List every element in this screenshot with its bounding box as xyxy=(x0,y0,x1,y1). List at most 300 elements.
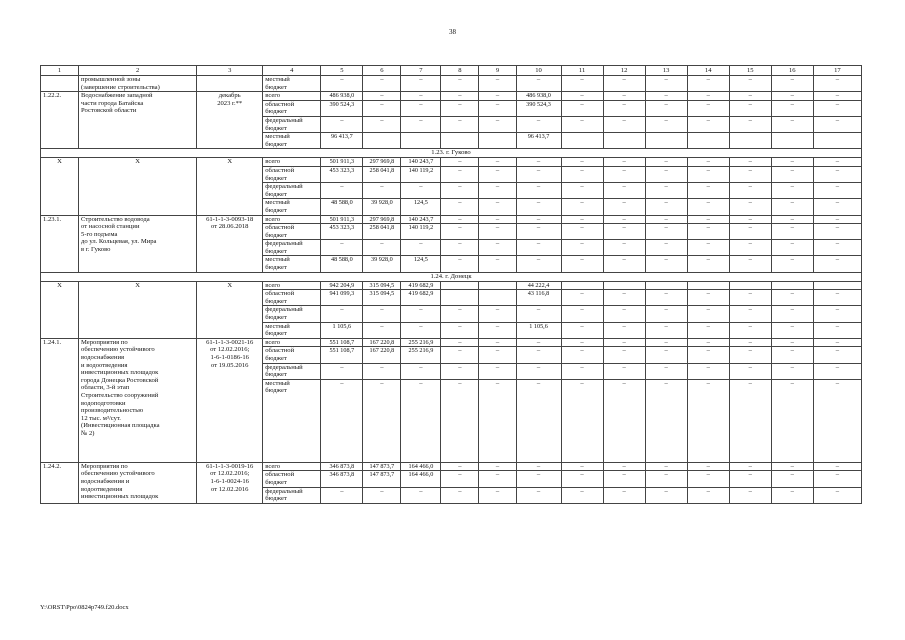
table-cell: – xyxy=(479,347,516,363)
table-cell: – xyxy=(479,487,516,503)
table-cell: – xyxy=(771,199,813,215)
table-cell: промышленной зоны (завершение строительства) xyxy=(79,76,197,92)
table-cell: – xyxy=(603,347,645,363)
table-cell: – xyxy=(813,158,861,167)
table-cell xyxy=(479,133,516,149)
table-cell: 96 413,7 xyxy=(321,133,363,149)
table-cell: – xyxy=(441,224,479,240)
table-cell: областной бюджет xyxy=(263,166,321,182)
table-cell: – xyxy=(729,240,771,256)
table-cell: – xyxy=(645,347,687,363)
column-number-row xyxy=(41,66,862,76)
table-row xyxy=(41,338,862,347)
table-cell: – xyxy=(729,158,771,167)
table-cell: – xyxy=(687,322,729,338)
column-number-cell: 10 xyxy=(516,66,561,76)
table-cell: – xyxy=(441,347,479,363)
table-cell: – xyxy=(813,306,861,322)
table-cell xyxy=(603,133,645,149)
table-cell: – xyxy=(603,379,645,462)
table-cell: – xyxy=(771,290,813,306)
table-cell: – xyxy=(603,240,645,256)
table-cell: – xyxy=(687,158,729,167)
table-cell: – xyxy=(321,76,363,92)
table-cell: – xyxy=(479,92,516,101)
table-cell: – xyxy=(645,224,687,240)
table-cell: – xyxy=(813,322,861,338)
table-cell: – xyxy=(321,487,363,503)
table-cell: – xyxy=(401,487,441,503)
table-cell: – xyxy=(321,116,363,132)
table-cell: 453 323,3 xyxy=(321,224,363,240)
table-body xyxy=(41,66,862,504)
table-cell: – xyxy=(363,100,401,116)
table-cell: – xyxy=(516,256,561,272)
table-cell: – xyxy=(687,199,729,215)
table-row xyxy=(41,92,862,101)
table-cell: 48 588,0 xyxy=(321,199,363,215)
table-cell: – xyxy=(561,100,603,116)
table-cell: федеральный бюджет xyxy=(263,116,321,132)
table-cell: – xyxy=(479,306,516,322)
table-cell: 486 938,0 xyxy=(516,92,561,101)
section-title: 1.23. г. Гуково xyxy=(41,149,862,158)
table-row xyxy=(41,281,862,290)
table-cell: – xyxy=(561,306,603,322)
table-cell: – xyxy=(687,76,729,92)
table-cell xyxy=(441,290,479,306)
column-number-cell: 3 xyxy=(197,66,263,76)
table-cell: – xyxy=(687,462,729,471)
table-cell: декабрь 2023 г.** xyxy=(197,92,263,149)
table-cell: – xyxy=(687,256,729,272)
table-cell: – xyxy=(771,256,813,272)
column-number-cell: 13 xyxy=(645,66,687,76)
table-cell: – xyxy=(401,363,441,379)
table-cell: – xyxy=(441,158,479,167)
table-cell: – xyxy=(603,166,645,182)
table-cell: – xyxy=(771,379,813,462)
table-cell: – xyxy=(363,240,401,256)
table-cell: – xyxy=(645,215,687,224)
table-cell: – xyxy=(561,240,603,256)
table-cell: – xyxy=(771,224,813,240)
table-cell: – xyxy=(729,363,771,379)
table-cell: 44 222,4 xyxy=(516,281,561,290)
table-cell: – xyxy=(729,256,771,272)
table-cell: – xyxy=(729,471,771,487)
table-cell: – xyxy=(645,256,687,272)
table-cell: 346 873,8 xyxy=(321,471,363,487)
table-cell: – xyxy=(516,338,561,347)
table-cell: 501 911,3 xyxy=(321,158,363,167)
table-cell: – xyxy=(771,306,813,322)
table-cell: – xyxy=(813,338,861,347)
table-cell: – xyxy=(363,322,401,338)
table-cell: – xyxy=(603,224,645,240)
table-cell: – xyxy=(516,471,561,487)
column-number-cell: 6 xyxy=(363,66,401,76)
table-cell: Х xyxy=(197,158,263,215)
table-cell xyxy=(687,281,729,290)
table-cell: 1.22.2. xyxy=(41,92,79,149)
table-cell: – xyxy=(645,183,687,199)
table-cell: 39 928,0 xyxy=(363,199,401,215)
table-cell: – xyxy=(516,183,561,199)
table-cell: – xyxy=(321,379,363,462)
column-number-cell: 1 xyxy=(41,66,79,76)
table-cell: – xyxy=(645,322,687,338)
table-cell: – xyxy=(441,240,479,256)
table-cell: – xyxy=(603,363,645,379)
table-cell: – xyxy=(771,471,813,487)
table-cell: Водоснабжение западной части города Батайска Ростовской области xyxy=(79,92,197,149)
table-cell: областной бюджет xyxy=(263,100,321,116)
table-cell: 346 873,8 xyxy=(321,462,363,471)
table-cell: – xyxy=(729,76,771,92)
table-cell: – xyxy=(645,379,687,462)
table-cell: – xyxy=(479,166,516,182)
table-cell: – xyxy=(687,166,729,182)
section-title: 1.24. г. Донецк xyxy=(41,272,862,281)
table-row xyxy=(41,158,862,167)
table-cell: – xyxy=(321,363,363,379)
table-cell: – xyxy=(516,199,561,215)
table-cell: – xyxy=(729,379,771,462)
table-cell: – xyxy=(771,347,813,363)
table-cell: – xyxy=(479,471,516,487)
table-cell: – xyxy=(687,240,729,256)
table-cell xyxy=(479,281,516,290)
table-cell: – xyxy=(813,199,861,215)
table-cell: – xyxy=(441,116,479,132)
table-cell: – xyxy=(771,215,813,224)
table-cell: 941 099,3 xyxy=(321,290,363,306)
table-cell: Строительство водовода от насосной станции 5-го подъема до ул. Кольцевая, ул. Мира в г. Гуково xyxy=(79,215,197,272)
table-cell: – xyxy=(813,166,861,182)
table-cell: – xyxy=(401,76,441,92)
table-cell: – xyxy=(561,116,603,132)
table-cell: – xyxy=(363,306,401,322)
table-cell: – xyxy=(516,306,561,322)
table-cell: – xyxy=(645,462,687,471)
table-cell xyxy=(645,133,687,149)
table-cell: – xyxy=(479,76,516,92)
table-cell: 1.24.2. xyxy=(41,462,79,503)
table-cell: – xyxy=(479,215,516,224)
table-cell xyxy=(197,76,263,92)
table-cell: – xyxy=(645,240,687,256)
table-cell: – xyxy=(441,100,479,116)
table-cell: – xyxy=(687,338,729,347)
table-cell: – xyxy=(771,92,813,101)
section-header-row xyxy=(41,272,862,281)
table-cell: – xyxy=(401,100,441,116)
table-cell: – xyxy=(561,215,603,224)
table-cell: местный бюджет xyxy=(263,256,321,272)
table-cell: – xyxy=(516,76,561,92)
table-cell: – xyxy=(561,363,603,379)
table-cell: – xyxy=(561,471,603,487)
table-cell: – xyxy=(441,76,479,92)
table-cell: – xyxy=(321,240,363,256)
table-cell xyxy=(401,133,441,149)
table-cell: – xyxy=(603,338,645,347)
table-cell: – xyxy=(363,92,401,101)
table-cell: – xyxy=(516,215,561,224)
table-cell xyxy=(479,290,516,306)
table-cell: Х xyxy=(79,281,197,338)
table-cell: 297 969,8 xyxy=(363,215,401,224)
table-cell: – xyxy=(401,322,441,338)
table-cell: – xyxy=(771,338,813,347)
table-cell: 61-1-1-3-0093-18 от 28.06.2018 xyxy=(197,215,263,272)
table-cell: – xyxy=(729,487,771,503)
table-cell: 419 682,9 xyxy=(401,281,441,290)
table-cell: 390 524,3 xyxy=(321,100,363,116)
table-cell: – xyxy=(687,224,729,240)
table-cell: – xyxy=(603,306,645,322)
table-cell: – xyxy=(363,76,401,92)
table-cell: 501 911,3 xyxy=(321,215,363,224)
table-cell: 551 108,7 xyxy=(321,338,363,347)
table-cell: – xyxy=(363,363,401,379)
table-cell: – xyxy=(603,92,645,101)
table-cell: – xyxy=(687,116,729,132)
budget-table xyxy=(40,65,862,504)
table-cell: – xyxy=(813,240,861,256)
table-cell: – xyxy=(729,347,771,363)
table-cell: – xyxy=(729,183,771,199)
table-cell: 315 094,5 xyxy=(363,290,401,306)
column-number-cell: 8 xyxy=(441,66,479,76)
table-cell: – xyxy=(729,100,771,116)
table-cell: – xyxy=(561,158,603,167)
table-cell: – xyxy=(603,158,645,167)
table-cell: всего xyxy=(263,281,321,290)
table-row xyxy=(41,76,862,92)
column-number-cell: 14 xyxy=(687,66,729,76)
table-cell: местный бюджет xyxy=(263,322,321,338)
table-cell: 96 413,7 xyxy=(516,133,561,149)
table-cell: – xyxy=(441,215,479,224)
table-cell: – xyxy=(603,462,645,471)
table-cell: – xyxy=(687,347,729,363)
table-cell: – xyxy=(771,462,813,471)
table-cell: областной бюджет xyxy=(263,347,321,363)
table-cell: – xyxy=(813,487,861,503)
table-cell: – xyxy=(561,166,603,182)
table-cell xyxy=(561,133,603,149)
table-cell xyxy=(441,281,479,290)
table-cell: федеральный бюджет xyxy=(263,183,321,199)
table-row xyxy=(41,462,862,471)
table-cell xyxy=(441,133,479,149)
table-cell: 1 105,6 xyxy=(321,322,363,338)
table-cell: – xyxy=(687,379,729,462)
table-cell: – xyxy=(813,215,861,224)
table-cell: 419 682,9 xyxy=(401,290,441,306)
table-cell: – xyxy=(771,100,813,116)
table-cell: 297 969,8 xyxy=(363,158,401,167)
section-header-row xyxy=(41,149,862,158)
table-cell: 1.24.1. xyxy=(41,338,79,462)
table-cell: – xyxy=(729,338,771,347)
table-cell: – xyxy=(363,379,401,462)
table-cell: всего xyxy=(263,215,321,224)
table-cell: – xyxy=(729,306,771,322)
table-cell: 61-1-1-3-0021-16 от 12.02.2016; 1-6-1-0186-16 от 19.05.2016 xyxy=(197,338,263,462)
table-cell: – xyxy=(603,256,645,272)
table-cell: – xyxy=(561,487,603,503)
table-cell: – xyxy=(645,338,687,347)
table-cell: – xyxy=(729,462,771,471)
table-cell: – xyxy=(687,92,729,101)
table-cell: федеральный бюджет xyxy=(263,363,321,379)
table-cell: – xyxy=(771,487,813,503)
table-cell: – xyxy=(687,215,729,224)
table-cell: – xyxy=(687,306,729,322)
table-cell: 61-1-1-3-0019-16 от 12.02.2016; 1-6-1-0024-16 от 12.02.2016 xyxy=(197,462,263,503)
table-cell: 167 220,8 xyxy=(363,347,401,363)
table-cell: – xyxy=(603,100,645,116)
table-cell: 258 041,8 xyxy=(363,224,401,240)
page-number: 38 xyxy=(449,28,456,36)
table-cell: федеральный бюджет xyxy=(263,306,321,322)
table-cell: – xyxy=(687,487,729,503)
table-cell: 1.23.1. xyxy=(41,215,79,272)
table-cell: – xyxy=(603,215,645,224)
table-cell: – xyxy=(441,92,479,101)
table-cell: 164 466,0 xyxy=(401,462,441,471)
table-cell: – xyxy=(441,306,479,322)
table-cell xyxy=(687,133,729,149)
table-cell: – xyxy=(516,224,561,240)
table-cell xyxy=(363,133,401,149)
table-cell: Х xyxy=(197,281,263,338)
table-cell: – xyxy=(441,462,479,471)
table-cell: 140 119,2 xyxy=(401,166,441,182)
table-cell: – xyxy=(479,224,516,240)
table-cell: – xyxy=(479,199,516,215)
table-cell xyxy=(729,281,771,290)
table-row xyxy=(41,215,862,224)
table-cell: – xyxy=(813,290,861,306)
table-cell: 39 928,0 xyxy=(363,256,401,272)
table-cell: – xyxy=(687,290,729,306)
table-cell: 140 243,7 xyxy=(401,215,441,224)
table-cell: – xyxy=(363,487,401,503)
table-cell: – xyxy=(729,116,771,132)
table-cell: – xyxy=(561,224,603,240)
table-cell xyxy=(813,281,861,290)
table-cell: федеральный бюджет xyxy=(263,240,321,256)
table-cell: – xyxy=(645,487,687,503)
table-cell: – xyxy=(479,363,516,379)
table-cell: – xyxy=(561,256,603,272)
column-number-cell: 15 xyxy=(729,66,771,76)
table-cell: – xyxy=(813,92,861,101)
table-cell: – xyxy=(479,183,516,199)
table-cell: Х xyxy=(79,158,197,215)
table-cell xyxy=(771,133,813,149)
table-cell: – xyxy=(771,166,813,182)
column-number-cell: 7 xyxy=(401,66,441,76)
table-cell: – xyxy=(321,306,363,322)
table-cell: Х xyxy=(41,281,79,338)
table-cell: – xyxy=(771,76,813,92)
table-cell: – xyxy=(561,76,603,92)
table-cell: Х xyxy=(41,158,79,215)
table-cell: – xyxy=(603,116,645,132)
table-cell: всего xyxy=(263,158,321,167)
table-cell: местный бюджет xyxy=(263,379,321,462)
table-cell: – xyxy=(813,76,861,92)
table-cell: – xyxy=(401,379,441,462)
table-cell: – xyxy=(561,199,603,215)
table-cell: – xyxy=(729,322,771,338)
table-cell: 164 466,0 xyxy=(401,471,441,487)
table-cell: – xyxy=(645,306,687,322)
table-cell: – xyxy=(363,183,401,199)
table-cell: – xyxy=(479,116,516,132)
table-cell: 124,5 xyxy=(401,256,441,272)
table-cell: – xyxy=(401,306,441,322)
table-cell: – xyxy=(645,158,687,167)
table-cell xyxy=(41,76,79,92)
table-cell: Мероприятия по обеспечению устойчивого водоснабжения и водоотведения инвестиционных площадок города Донецка Ростовской области, 3-й этап Строительство сооружений водоподготовки производительностью 12 тыс. м³/сут. (Инвестиционная площадка № 2) xyxy=(79,338,197,462)
table-cell: – xyxy=(603,322,645,338)
table-cell: – xyxy=(561,347,603,363)
table-cell: – xyxy=(441,166,479,182)
table-cell: местный бюджет xyxy=(263,199,321,215)
table-cell: – xyxy=(645,100,687,116)
table-cell: – xyxy=(401,92,441,101)
table-cell: – xyxy=(687,471,729,487)
table-cell: – xyxy=(813,116,861,132)
table-cell: – xyxy=(561,462,603,471)
table-cell xyxy=(603,281,645,290)
table-cell: – xyxy=(603,183,645,199)
table-cell: – xyxy=(603,487,645,503)
table-cell: – xyxy=(771,240,813,256)
table-cell: – xyxy=(687,363,729,379)
table-cell: – xyxy=(729,166,771,182)
table-cell: – xyxy=(813,224,861,240)
table-cell: – xyxy=(561,92,603,101)
table-cell: областной бюджет xyxy=(263,290,321,306)
table-cell: – xyxy=(479,256,516,272)
table-cell: 255 216,9 xyxy=(401,338,441,347)
table-cell: – xyxy=(441,199,479,215)
table-cell: областной бюджет xyxy=(263,471,321,487)
table-cell: 48 588,0 xyxy=(321,256,363,272)
table-cell xyxy=(729,133,771,149)
table-cell: – xyxy=(561,322,603,338)
table-cell: – xyxy=(479,322,516,338)
table-cell: – xyxy=(603,199,645,215)
table-cell: 255 216,9 xyxy=(401,347,441,363)
table-cell: – xyxy=(401,116,441,132)
table-cell: – xyxy=(729,92,771,101)
column-number-cell: 12 xyxy=(603,66,645,76)
table-cell: федеральный бюджет xyxy=(263,487,321,503)
table-cell: – xyxy=(813,363,861,379)
table-cell: – xyxy=(687,100,729,116)
table-cell: – xyxy=(645,92,687,101)
table-cell: – xyxy=(401,183,441,199)
table-cell: – xyxy=(771,322,813,338)
